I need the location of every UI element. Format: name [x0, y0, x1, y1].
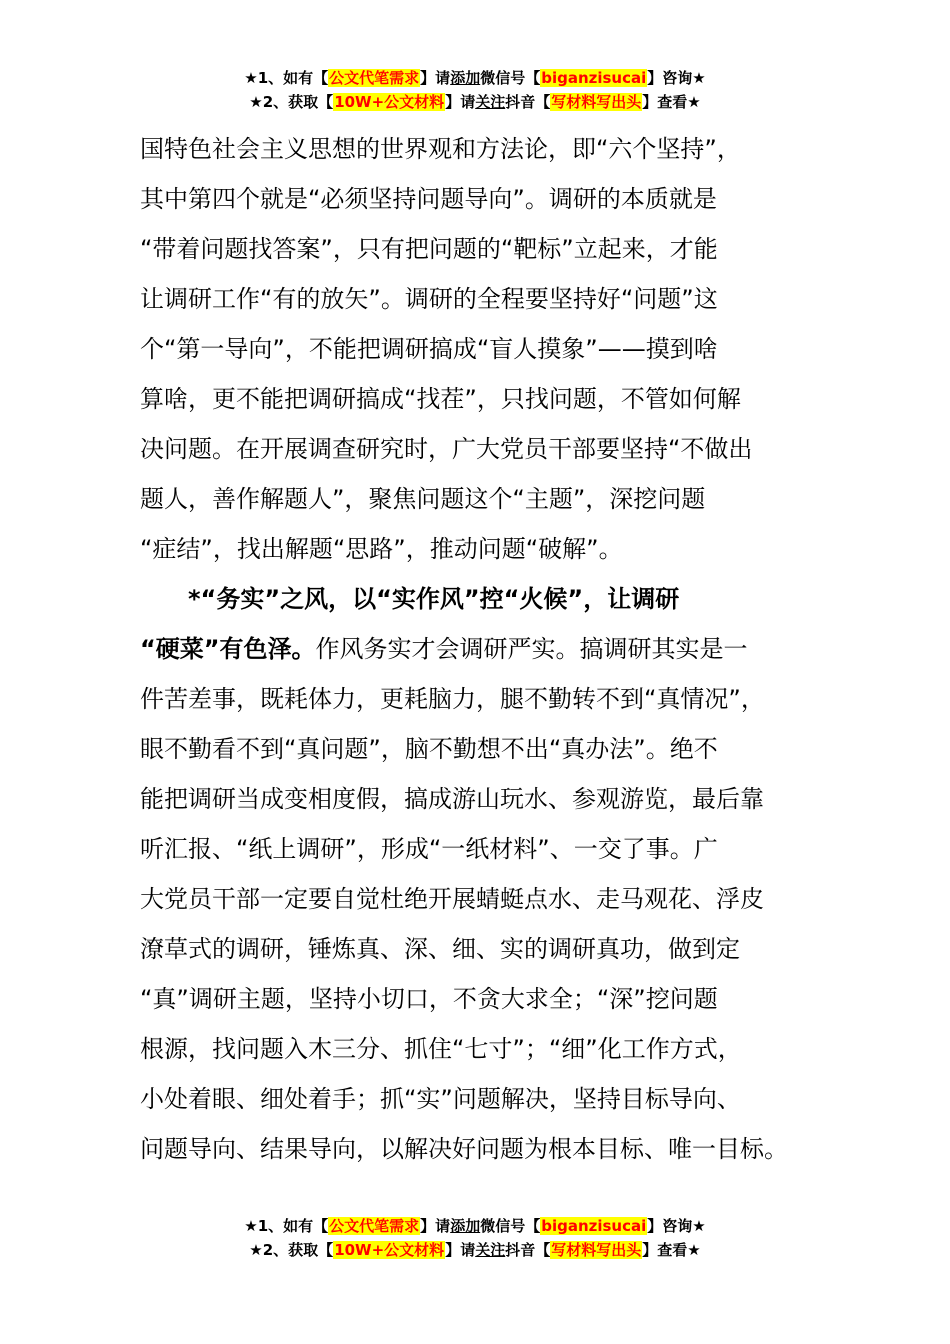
underlined-word: 添加: [450, 1217, 481, 1235]
highlight-service: 公文代笔需求: [329, 69, 420, 87]
text-line: 小处着眼、细处着手；抓“实”问题解决，坚持目标导向、: [140, 1085, 741, 1113]
banner-text: 抖音【: [505, 1241, 551, 1259]
text-line: 能把调研当成变相度假，搞成游山玩水、参观游览，最后靠: [140, 785, 764, 813]
text-line: 题人，善作解题人”，聚焦问题这个“主题”，深挖问题: [140, 485, 706, 513]
banner-text: 】查看★: [642, 93, 701, 111]
document-body: [140, 124, 812, 1174]
text-line-rest: 作风务实才会调研严实。搞调研其实是一: [315, 635, 748, 663]
banner-text: 】咨询★: [647, 69, 706, 87]
banner-text: 抖音【: [505, 93, 551, 111]
header-banner: [0, 66, 950, 114]
paragraph-2: [140, 574, 812, 1174]
banner-text: 微信号【: [480, 1217, 541, 1235]
text-line: 决问题。在开展调查研究时，广大党员干部要坚持“不做出: [140, 435, 753, 463]
text-line: “症结”，找出解题“思路”，推动问题“破解”。: [140, 535, 623, 563]
highlight-douyin-account: 写材料写出头: [551, 1241, 642, 1259]
banner-text: ★1、如有【: [244, 1217, 329, 1235]
text-line: 个“第一导向”，不能把调研搞成“盲人摸象”——摸到啥: [140, 335, 718, 363]
highlight-service: 公文代笔需求: [329, 1217, 420, 1235]
section-heading: *“务实”之风，以“实作风”控“火候”，让调研: [188, 585, 680, 613]
text-line: 算啥，更不能把调研搞成“找茬”，只找问题，不管如何解: [140, 385, 741, 413]
text-line: “带着问题找答案”，只有把问题的“靶标”立起来，才能: [140, 235, 718, 263]
banner-text: 】请: [420, 1217, 451, 1235]
footer-banner-line-1: [0, 1214, 950, 1238]
header-banner-line-1: [0, 66, 950, 90]
section-heading-continued: “硬菜”有色泽。: [140, 635, 316, 663]
banner-text: 】请: [420, 69, 451, 87]
text-line: 根源，找问题入木三分、抓住“七寸”；“细”化工作方式，: [140, 1035, 742, 1063]
highlight-douyin-account: 写材料写出头: [551, 93, 642, 111]
footer-banner: [0, 1214, 950, 1262]
text-line: [140, 624, 812, 674]
text-line: 国特色社会主义思想的世界观和方法论，即“六个坚持”，: [140, 135, 741, 163]
text-line: 眼不勤看不到“真问题”，脑不勤想不出“真办法”。绝不: [140, 735, 718, 763]
highlight-materials: 10W+公文材料: [334, 1241, 445, 1259]
underlined-word: 关注: [475, 93, 506, 111]
text-line: 其中第四个就是“必须坚持问题导向”。调研的本质就是: [140, 185, 717, 213]
highlight-wechat-id: biganzisucai: [541, 69, 647, 87]
banner-text: 微信号【: [480, 69, 541, 87]
footer-banner-line-2: [0, 1238, 950, 1262]
underlined-word: 添加: [450, 69, 481, 87]
text-line: 问题导向、结果导向，以解决好问题为根本目标、唯一目标。: [140, 1135, 788, 1163]
text-line: 听汇报、“纸上调研”，形成“一纸材料”、一交了事。广: [140, 835, 718, 863]
text-line: 大党员干部一定要自觉杜绝开展蜻蜓点水、走马观花、浮皮: [140, 885, 764, 913]
banner-text: ★1、如有【: [244, 69, 329, 87]
text-line: “真”调研主题，坚持小切口，不贪大求全；“深”挖问题: [140, 985, 718, 1013]
text-line: 件苦差事，既耗体力，更耗脑力，腿不勤转不到“真情况”，: [140, 685, 765, 713]
text-line: 让调研工作“有的放矢”。调研的全程要坚持好“问题”这: [140, 285, 718, 313]
text-line: 潦草式的调研，锤炼真、深、细、实的调研真功，做到定: [140, 935, 740, 963]
banner-text: 】请: [445, 93, 476, 111]
banner-text: ★2、获取【: [249, 1241, 334, 1259]
banner-text: 】咨询★: [647, 1217, 706, 1235]
underlined-word: 关注: [475, 1241, 506, 1259]
header-banner-line-2: [0, 90, 950, 114]
paragraph-1: [140, 124, 812, 574]
banner-text: ★2、获取【: [249, 93, 334, 111]
highlight-wechat-id: biganzisucai: [541, 1217, 647, 1235]
highlight-materials: 10W+公文材料: [334, 93, 445, 111]
banner-text: 】请: [445, 1241, 476, 1259]
banner-text: 】查看★: [642, 1241, 701, 1259]
